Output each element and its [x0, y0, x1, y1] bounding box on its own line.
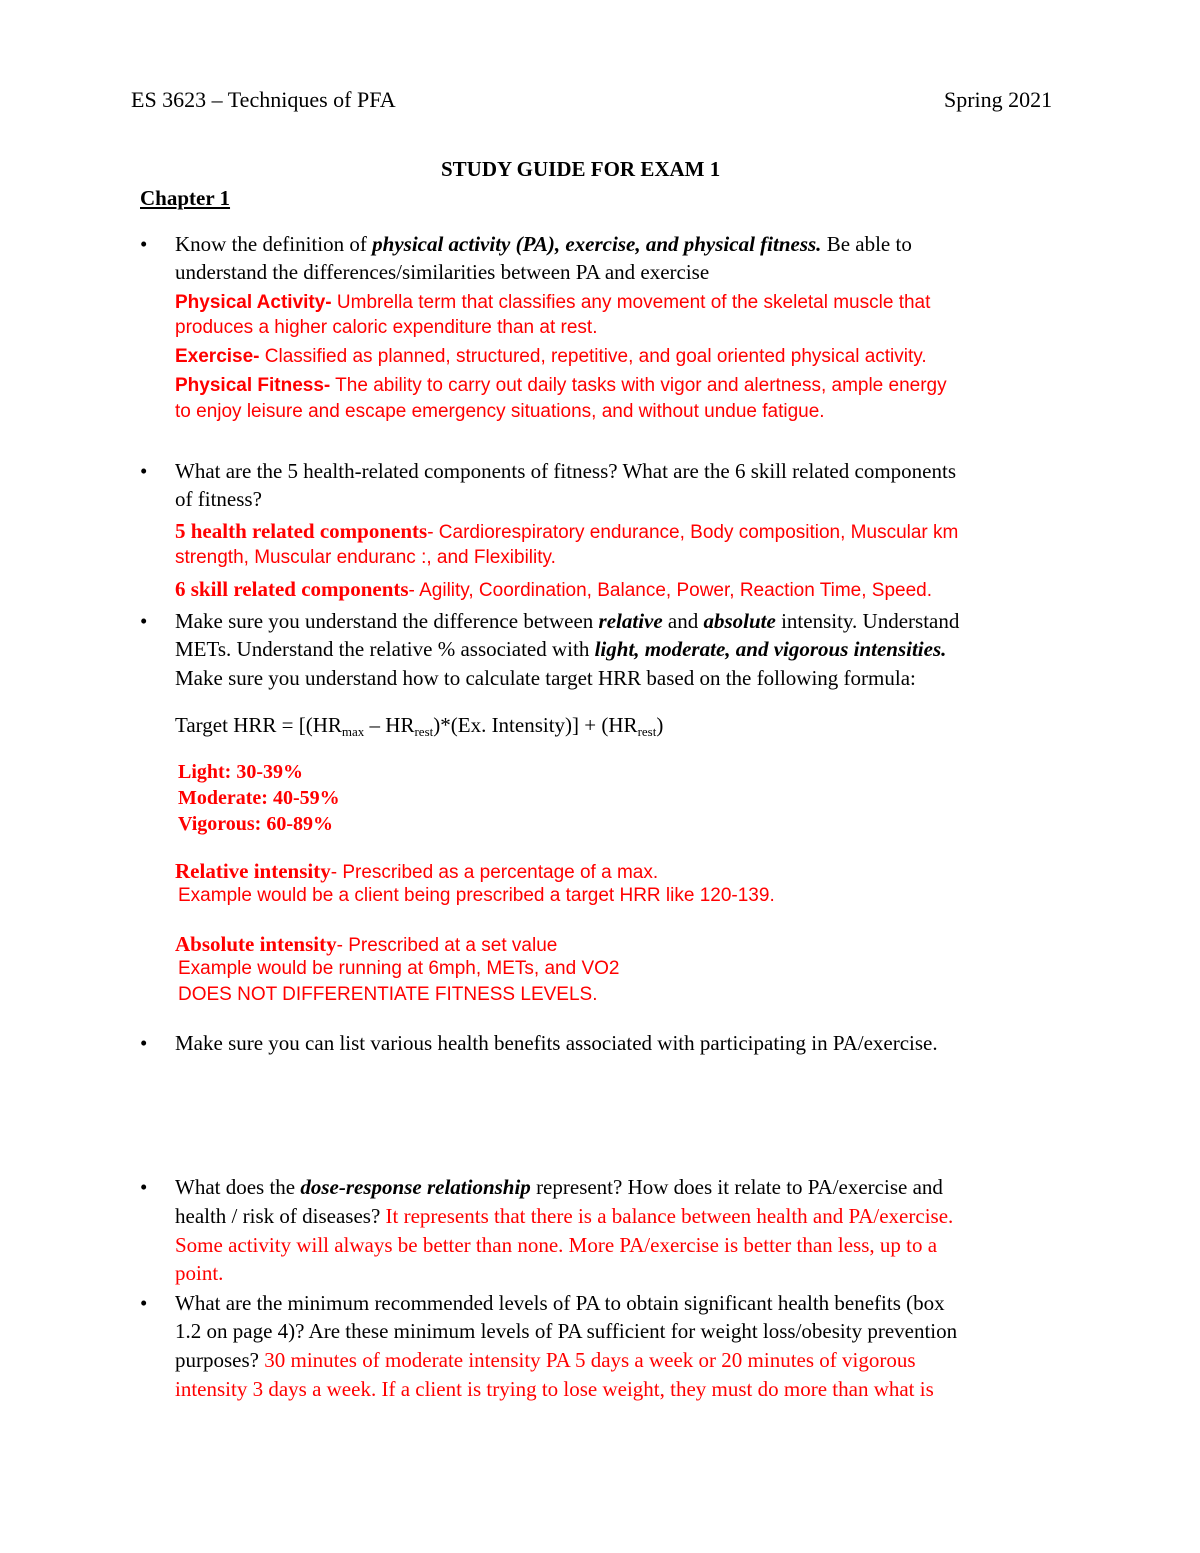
bullet-icon: •	[140, 459, 148, 483]
q5-text-post: represent? How does it relate to PA/exercise and	[530, 1175, 943, 1199]
q5-line2	[175, 1202, 953, 1230]
q5-line4: point.	[175, 1261, 224, 1285]
q1-line2: understand the differences/similarities between PA and exercise	[175, 260, 710, 284]
dose-response-term: dose-response relationship	[300, 1175, 531, 1199]
formula-part: )	[656, 713, 664, 737]
formula-part: )*(Ex. Intensity)] + (HR	[433, 713, 638, 737]
formula-part: Target HRR = [(HR	[175, 713, 342, 737]
relative-intensity-text: - Prescribed as a percentage of a max.	[330, 862, 659, 883]
q3-text2: METs. Understand the relative % associated with	[175, 637, 595, 661]
q4-text: Make sure you can list various health benefits associated with participating in PA/exercise.	[175, 1031, 938, 1055]
q6-line2: 1.2 on page 4)? Are these minimum levels of PA sufficient for weight loss/obesity prevention	[175, 1319, 958, 1343]
pf-text: The ability to carry out daily tasks with vigor and alertness, ample energy	[330, 375, 947, 396]
health-components-text: - Cardiorespiratory endurance, Body composition, Muscular km	[427, 522, 959, 543]
health-components-line2: strength, Muscular enduranc :, and Flexibility.	[175, 547, 556, 568]
vigorous-range: Vigorous: 60-89%	[178, 813, 333, 835]
relative-intensity-label: Relative intensity	[175, 859, 331, 883]
bullet-icon: •	[140, 1291, 148, 1315]
pa-definition-line2: produces a higher caloric expenditure than at rest.	[175, 317, 598, 338]
relative-intensity-example: Example would be a client being prescribed a target HRR like 120-139.	[178, 885, 775, 906]
q5-line3: Some activity will always be better than none. More PA/exercise is better than less, up to a	[175, 1233, 938, 1257]
relative-intensity-def	[175, 857, 658, 886]
pa-text: Umbrella term that classifies any movement of the skeletal muscle that	[331, 292, 931, 313]
formula-sub-max: max	[341, 724, 365, 739]
q3-text-post: intensity. Understand	[775, 609, 960, 633]
absolute-intensity-example: Example would be running at 6mph, METs, and VO2	[178, 958, 620, 979]
pf-label: Physical Fitness-	[175, 375, 331, 396]
q3-line3: Make sure you understand how to calculate target HRR based on the following formula:	[175, 666, 916, 690]
absolute-intensity-def	[175, 930, 557, 959]
skill-components	[175, 575, 932, 604]
q6-answer: 30 minutes of moderate intensity PA 5 days a week or 20 minutes of vigorous	[264, 1348, 916, 1372]
chapter-heading: Chapter 1	[140, 186, 231, 210]
q6-line1: What are the minimum recommended levels of PA to obtain significant health benefits (box	[175, 1291, 945, 1315]
formula-part: – HR	[364, 713, 415, 737]
bullet-icon: •	[140, 609, 148, 633]
course-header: ES 3623 – Techniques of PFA	[131, 87, 396, 112]
light-range: Light: 30-39%	[178, 761, 303, 783]
pf-definition-line1	[175, 373, 947, 399]
intensity-terms: light, moderate, and vigorous intensities.	[594, 637, 947, 661]
q5-text: What does the	[175, 1175, 301, 1199]
q1-line1	[175, 230, 912, 258]
bullet-icon: •	[140, 1031, 148, 1055]
q5-answer: It represents that there is a balance between health and PA/exercise.	[385, 1204, 954, 1228]
exercise-definition	[175, 344, 927, 370]
absolute-term: absolute	[703, 609, 776, 633]
page-title: STUDY GUIDE FOR EXAM 1	[441, 157, 721, 181]
q3-line2	[175, 635, 946, 663]
q1-text: Know the definition of	[175, 232, 373, 256]
q5-text2: health / risk of diseases?	[175, 1204, 386, 1228]
pa-label: Physical Activity-	[175, 292, 332, 313]
q3-text: Make sure you understand the difference between	[175, 609, 599, 633]
absolute-intensity-text: - Prescribed at a set value	[336, 935, 558, 956]
q6-text3: purposes?	[175, 1348, 265, 1372]
absolute-intensity-note: DOES NOT DIFFERENTIATE FITNESS LEVELS.	[178, 984, 598, 1005]
bullet-icon: •	[140, 1175, 148, 1199]
q6-line3	[175, 1346, 916, 1374]
health-components-label: 5 health related components	[175, 519, 428, 543]
q1-terms: physical activity (PA), exercise, and physical fitness.	[372, 232, 822, 256]
relative-term: relative	[598, 609, 663, 633]
pf-definition-line2: to enjoy leisure and escape emergency situations, and without undue fatigue.	[175, 401, 825, 422]
exercise-label: Exercise-	[175, 346, 260, 367]
q2-line1: What are the 5 health-related components of fitness? What are the 6 skill related components	[175, 459, 956, 483]
skill-components-label: 6 skill related components	[175, 577, 409, 601]
exercise-text: Classified as planned, structured, repetitive, and goal oriented physical activity.	[259, 346, 927, 367]
formula-sub-rest: rest	[637, 724, 657, 739]
q6-line4: intensity 3 days a week. If a client is trying to lose weight, they must do more than what is	[175, 1377, 934, 1401]
pa-definition-line1	[175, 290, 930, 316]
q3-text-and: and	[662, 609, 704, 633]
term-header: Spring 2021	[944, 87, 1053, 112]
formula-sub-rest: rest	[414, 724, 434, 739]
q3-line1	[175, 607, 959, 635]
moderate-range: Moderate: 40-59%	[178, 787, 340, 809]
q1-text-post: Be able to	[821, 232, 912, 256]
hrr-formula	[175, 711, 663, 739]
absolute-intensity-label: Absolute intensity	[175, 932, 337, 956]
skill-components-text: - Agility, Coordination, Balance, Power, Reaction Time, Speed.	[408, 580, 933, 601]
q2-line2: of fitness?	[175, 487, 262, 511]
q5-line1	[175, 1173, 943, 1201]
bullet-icon: •	[140, 232, 148, 256]
health-components-line1	[175, 517, 958, 546]
